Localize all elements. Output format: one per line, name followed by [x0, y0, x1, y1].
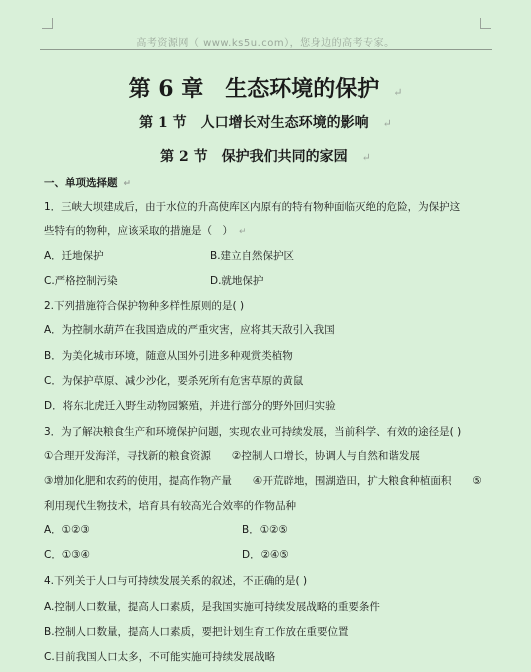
page-header: 高考资源网（ www.ks5u.com），您身边的高考专家。	[136, 38, 395, 49]
q4-option-b: B.控制人口数量，提高人口素质，要把计划生育工作放在重要位置	[44, 626, 349, 638]
q1-stem-line2: 些特有的物种，应该采取的措施是（ ） ↵	[44, 225, 247, 237]
q3-option-b: B．①②⑤	[242, 524, 288, 536]
q4-stem: 4.下列关于人口与可持续发展关系的叙述，不正确的是( )	[44, 575, 308, 587]
q3-option-c: C．①③④	[44, 549, 91, 561]
q1-stem-line1: 1．三峡大坝建成后，由于水位的升高使库区内原有的特有物种面临灭绝的危险，为保护这	[44, 201, 461, 213]
q2-stem: 2.下列措施符合保护物种多样性原则的是( )	[44, 300, 245, 312]
q4-option-a: A.控制人口数量，提高人口素质，是我国实施可持续发展战略的重要条件	[44, 601, 380, 613]
q1-option-b: B.建立自然保护区	[210, 250, 295, 262]
q4-option-c: C.目前我国人口太多，不可能实施可持续发展战略	[44, 651, 276, 663]
q1-option-a: A．迁地保护	[44, 250, 104, 262]
paragraph-mark: ↵	[361, 151, 371, 164]
crop-mark-top-left	[42, 18, 53, 29]
q3-option-a: A．①②③	[44, 524, 90, 536]
paragraph-mark: ↵	[239, 227, 247, 237]
q3-stem-line2: ①合理开发海洋，寻找新的粮食资源 ②控制人口增长，协调人与自然和谐发展	[44, 450, 420, 462]
q1-option-c: C.严格控制污染	[44, 275, 118, 287]
crop-mark-top-right	[480, 18, 491, 29]
paragraph-mark: ↵	[123, 179, 132, 189]
section-heading: 一、单项选择题 ↵	[44, 177, 132, 189]
q3-stem-line3: ③增加化肥和农药的使用，提高作物产量 ④开荒辟地，围湖造田，扩大粮食种植面积 ⑤	[44, 475, 482, 487]
q3-stem-line4: 利用现代生物技术，培育具有较高光合效率的作物品种	[44, 500, 296, 512]
q2-option-b: B．为美化城市环境，随意从国外引进多种观赏类植物	[44, 350, 293, 362]
section-title-1: 第 1 节 人口增长对生态环境的影响 ↵	[139, 115, 392, 131]
q2-option-c: C．为保护草原、减少沙化，要杀死所有危害草原的黄鼠	[44, 375, 304, 387]
header-rule	[40, 49, 492, 50]
section-title-2: 第 2 节 保护我们共同的家园 ↵	[160, 149, 371, 165]
q2-option-d: D．将东北虎迁入野生动物园繁殖，并进行部分的野外回归实验	[44, 400, 336, 412]
paragraph-mark: ↵	[393, 86, 403, 99]
paragraph-mark: ↵	[382, 117, 392, 130]
q3-option-d: D．②④⑤	[242, 549, 289, 561]
q2-option-a: A．为控制水葫芦在我国造成的严重灾害，应将其天敌引入我国	[44, 324, 335, 336]
q3-stem-line1: 3．为了解决粮食生产和环境保护问题，实现农业可持续发展，当前科学、有效的途径是( )	[44, 426, 462, 438]
q1-option-d: D.就地保护	[210, 275, 264, 287]
chapter-title: 第 6 章 生态环境的保护 ↵	[128, 76, 403, 102]
